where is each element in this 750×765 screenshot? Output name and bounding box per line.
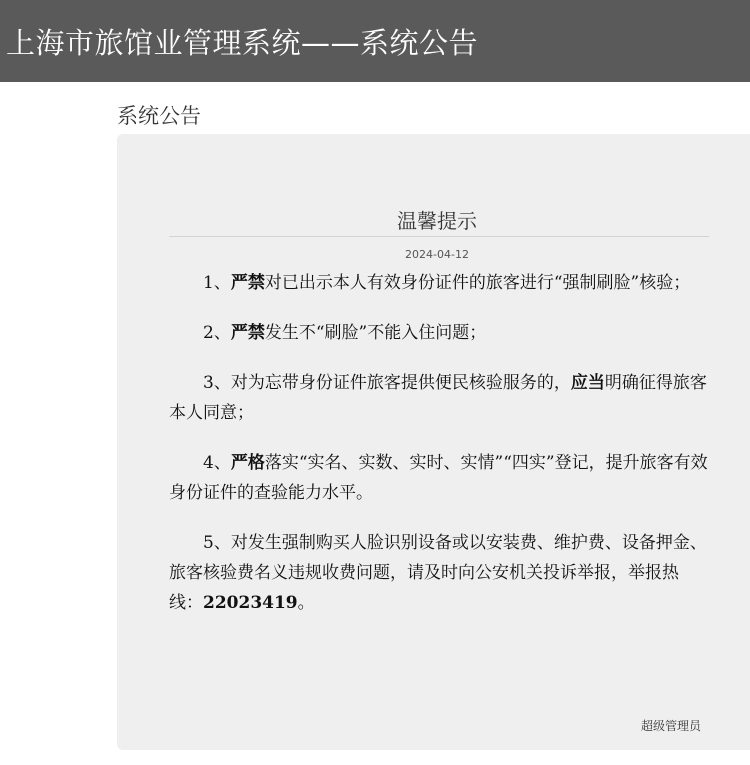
- app-header: [0, 0, 750, 82]
- item-text: 对已出示本人有效身份证件的旅客进行“强制刷脸”核验；: [264, 273, 691, 293]
- notice-heading: 温馨提示: [397, 209, 477, 233]
- notice-signature: 超级管理员: [640, 719, 701, 733]
- section-title: 系统公告: [117, 104, 201, 128]
- item-text-lead: 对发生强制购买人脸识别设备或以安装费、维护费、设备押金、旅客核验费名义违规收费问题，请及时向公安机关投诉举报，举报热线：: [169, 533, 707, 613]
- notice-panel: [117, 134, 750, 750]
- item-text: 明确征得旅客本人同意；: [169, 373, 707, 423]
- item-number: 5、: [203, 533, 231, 553]
- item-number: 3、: [203, 373, 231, 393]
- item-number: 4、: [203, 453, 231, 473]
- notice-item-3: [169, 368, 709, 428]
- item-emphasis: 严禁: [230, 273, 265, 293]
- notice-items: [169, 268, 709, 638]
- notice-date: 2024-04-12: [405, 248, 469, 261]
- notice-item-2: [169, 318, 709, 348]
- item-emphasis: 严格: [230, 453, 265, 473]
- item-text: 落实“实名、实数、实时、实情”“四实”登记，提升旅客有效身份证件的查验能力水平。: [169, 453, 708, 503]
- item-text: 。: [297, 593, 315, 613]
- notice-item-4: [169, 448, 709, 508]
- item-number: 2、: [203, 323, 231, 343]
- hotline-number: 22023419: [203, 593, 298, 613]
- notice-item-5: [169, 528, 709, 618]
- item-number: 1、: [203, 273, 231, 293]
- item-emphasis: 应当: [570, 373, 605, 393]
- divider: [169, 236, 709, 237]
- page-title: 上海市旅馆业管理系统——系统公告: [6, 25, 479, 60]
- notice-item-1: [169, 268, 709, 298]
- item-text: 发生不“刷脸”不能入住问题；: [264, 323, 487, 343]
- item-emphasis: 严禁: [230, 323, 265, 343]
- item-text-lead: 对为忘带身份证件旅客提供便民核验服务的，: [230, 373, 571, 393]
